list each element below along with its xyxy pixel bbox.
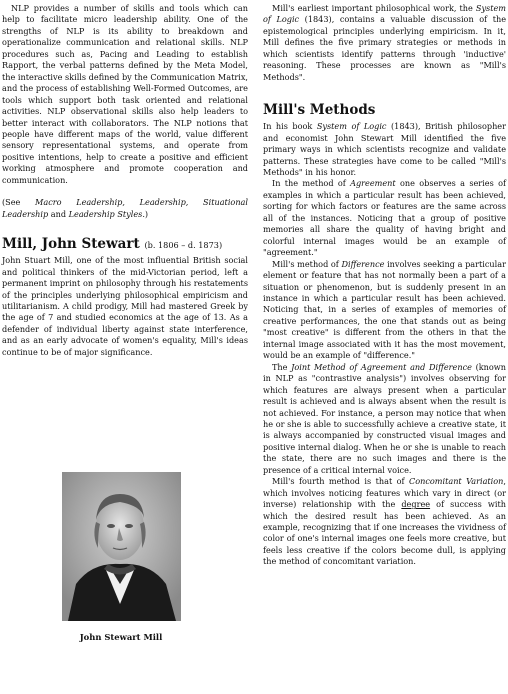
agreement-term: Agreement	[350, 178, 396, 189]
book-title-2: System of Logic	[316, 121, 387, 132]
degree-underlined: degree	[401, 499, 431, 510]
see-also-note: (See Macro Leadership, Leadership, Situational Leadership and Leadership Styles.)	[2, 197, 248, 219]
mill-bio-paragraph: John Stuart Mill, one of the most influential British social and political thinkers of the mid-Victorian period, left a permanent imprint on philosophy through his restatements of the principles underlying philosophical empiricism and utilitarianism. A child prodigy, Mill had mastered Greek by the age of 7 and studied economics at the age of 13. As a defender of individual liberty against state interference, and as an early advocate of women's equality, Mill's ideas continue to be of major significance.	[2, 255, 248, 357]
methods-intro-paragraph: In his book System of Logic (1843), British philosopher and economist John Stewart Mill identified the five primary ways in which scientists recognize and validate patterns. These strategies have come to be called "Mill's Methods" in his honor.	[263, 121, 506, 177]
difference-paragraph: Mill's method of Difference involves seeking a particular element or feature that has not normally been a part of a situation or phenomenon, but is suddenly present in an instance in which a particular result has been achieved. Noticing that, in a series of examples of memories of creative performances, the one that stands out as being "most creative" is different from the others in that the internal image associated with it has the most movement, would be an example of "difference."	[263, 258, 506, 361]
see-also-ref: Macro Leadership, Leadership, Situational Leadership	[2, 197, 248, 219]
book-title: System of Logic	[263, 3, 506, 25]
difference-term: Difference	[341, 258, 385, 269]
agreement-paragraph: In the method of Agreement one observes a series of examples in which a particular result has been achieved, sorting for which factors or features are the same across all of the instances. Noticing that a group of positive memories all share the quality of having bright and colorful internal images would be an example of "agreement."	[263, 178, 506, 258]
left-column	[2, 3, 248, 358]
mill-portrait	[62, 472, 181, 621]
portrait-caption: John Stewart Mill	[79, 632, 163, 642]
mill-life-dates: (b. 1806 – d. 1873)	[144, 240, 223, 251]
portrait-image	[62, 472, 181, 621]
joint-method-term: Joint Method of Agreement and Difference	[291, 361, 472, 372]
joint-method-paragraph: The Joint Method of Agreement and Difference (known in NLP as "contrastive analysis") involves observing for which features are always present when a particular result is achieved and is always absent when the result is not achieved. For instance, a person may notice that when he or she is able to successfully achieve a creative state, it is always accompanied by constructed visual images and positive internal dialog. When he or she is unable to reach the state, there are no such images and there is the presence of a critical internal voice.	[263, 361, 506, 475]
earliest-work-paragraph: Mill's earliest important philosophical work, the System of Logic (1843), contains a valuable discussion of the epistemological principles underlying empiricism. In it, Mill defines the five primary strategies or methods in which scientists identify patterns through 'inductive' reasoning. These processes are known as "Mill's Methods".	[263, 3, 507, 82]
mills-methods-heading: Mill's Methods	[263, 102, 376, 119]
nlp-leadership-paragraph: NLP provides a number of skills and tools which can help to facilitate micro leadership ability. One of the strengths of NLP is its ability to breakdown and operationalize communication and relational skills. NLP procedures such as, Pacing and Leading to establish Rapport, the verbal patterns defined by the Meta Model, the interactive skills defined by the Communication Matrix, and the process of establishing Well-Formed Outcomes, are tools which support both task oriented and relational activities. NLP observational skills also help leaders to better interact with collaborators. The NLP notions that people have different maps of the world, value different sensory representational systems, and operate from positive intentions, help to create a positive and efficient working atmosphere and promote cooperation and communication.	[2, 3, 248, 185]
see-also-ref-2: Leadership Styles	[68, 208, 143, 219]
concomitant-variation-term: Concomitant Variation	[409, 476, 504, 487]
right-column	[263, 3, 506, 568]
concomitant-variation-paragraph: Mill's fourth method is that of Concomitant Variation, which involves noticing features which vary in direct (or inverse) relationship with the degree of success with which the desired result has been achieved. As an example, recognizing that if one increases the vividness of color of one's internal images one feels more creative, but feels less creative if the colors become dull, is applying the method of concomitant variation.	[263, 476, 506, 567]
mill-entry-heading: Mill, John Stewart (b. 1806 – d. 1873)	[2, 236, 223, 253]
